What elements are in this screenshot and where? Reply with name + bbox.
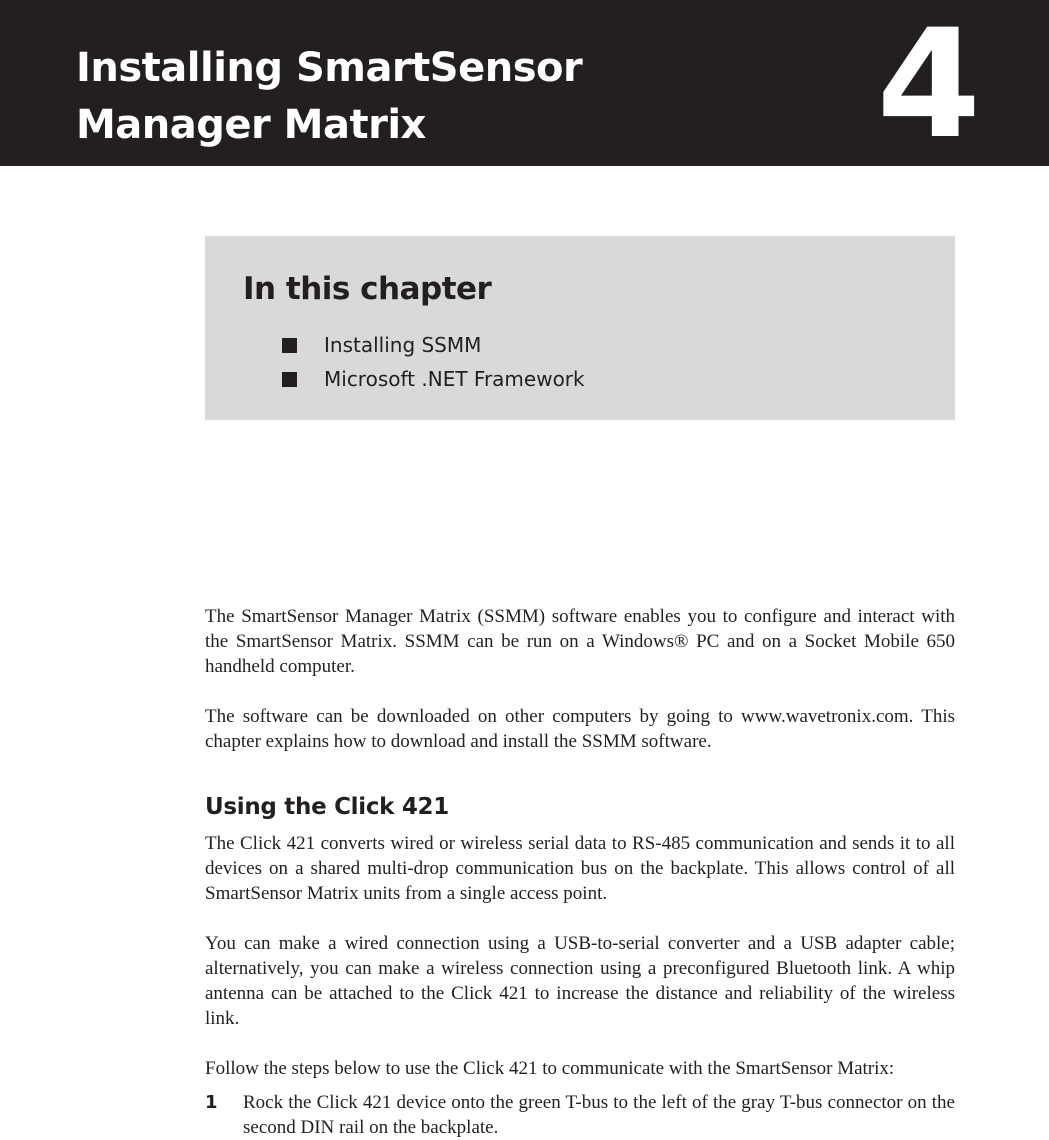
square-bullet-icon xyxy=(282,372,297,387)
step-number: 1 xyxy=(205,1092,218,1113)
step-text: Rock the Click 421 device onto the green T-bus to the left of the gray T-bus connector on the second DIN rail on the backplate. xyxy=(243,1092,955,1138)
chapter-contents-item-text: Installing SSMM xyxy=(324,333,482,357)
section-paragraph-3: Follow the steps below to use the Click 421 to communicate with the SmartSensor Matrix: xyxy=(205,1058,895,1079)
chapter-title-line-1: Installing SmartSensor xyxy=(76,45,583,91)
chapter-number: 4 xyxy=(876,0,981,172)
in-this-chapter-heading: In this chapter xyxy=(243,271,492,307)
chapter-contents-item xyxy=(282,328,585,362)
square-bullet-icon xyxy=(282,338,297,353)
in-this-chapter-box xyxy=(205,236,955,420)
chapter-contents-list xyxy=(282,328,585,396)
chapter-header-band xyxy=(0,0,1049,172)
chapter-title-line-2: Manager Matrix xyxy=(76,102,426,148)
intro-paragraph-1: The SmartSensor Manager Matrix (SSMM) software enables you to configure and interact with the SmartSensor Matrix. SSMM can be run on a Windows® PC and on a Socket Mobile 650 handheld computer. xyxy=(205,606,955,677)
section-paragraph-2: You can make a wired connection using a USB-to-serial converter and a USB adapter cable; alternatively, you can make a wireless connection using a preconfigured Bluetooth link. A whip antenna can be attached to the Click 421 to increase the distance and reliability of the wireless link. xyxy=(205,933,955,1029)
section-paragraph-1: The Click 421 converts wired or wireless serial data to RS-485 communication and sends it to all devices on a shared multi-drop communication bus on the backplate. This allows control of all SmartSensor Matrix units from a single access point. xyxy=(205,833,955,904)
intro-paragraph-2: The software can be downloaded on other computers by going to www.wavetronix.com. This chapter explains how to download and install the SSMM software. xyxy=(205,706,955,752)
chapter-title xyxy=(76,40,582,154)
section-heading: Using the Click 421 xyxy=(205,794,449,820)
chapter-contents-item xyxy=(282,362,585,396)
chapter-contents-item-text: Microsoft .NET Framework xyxy=(324,367,585,391)
